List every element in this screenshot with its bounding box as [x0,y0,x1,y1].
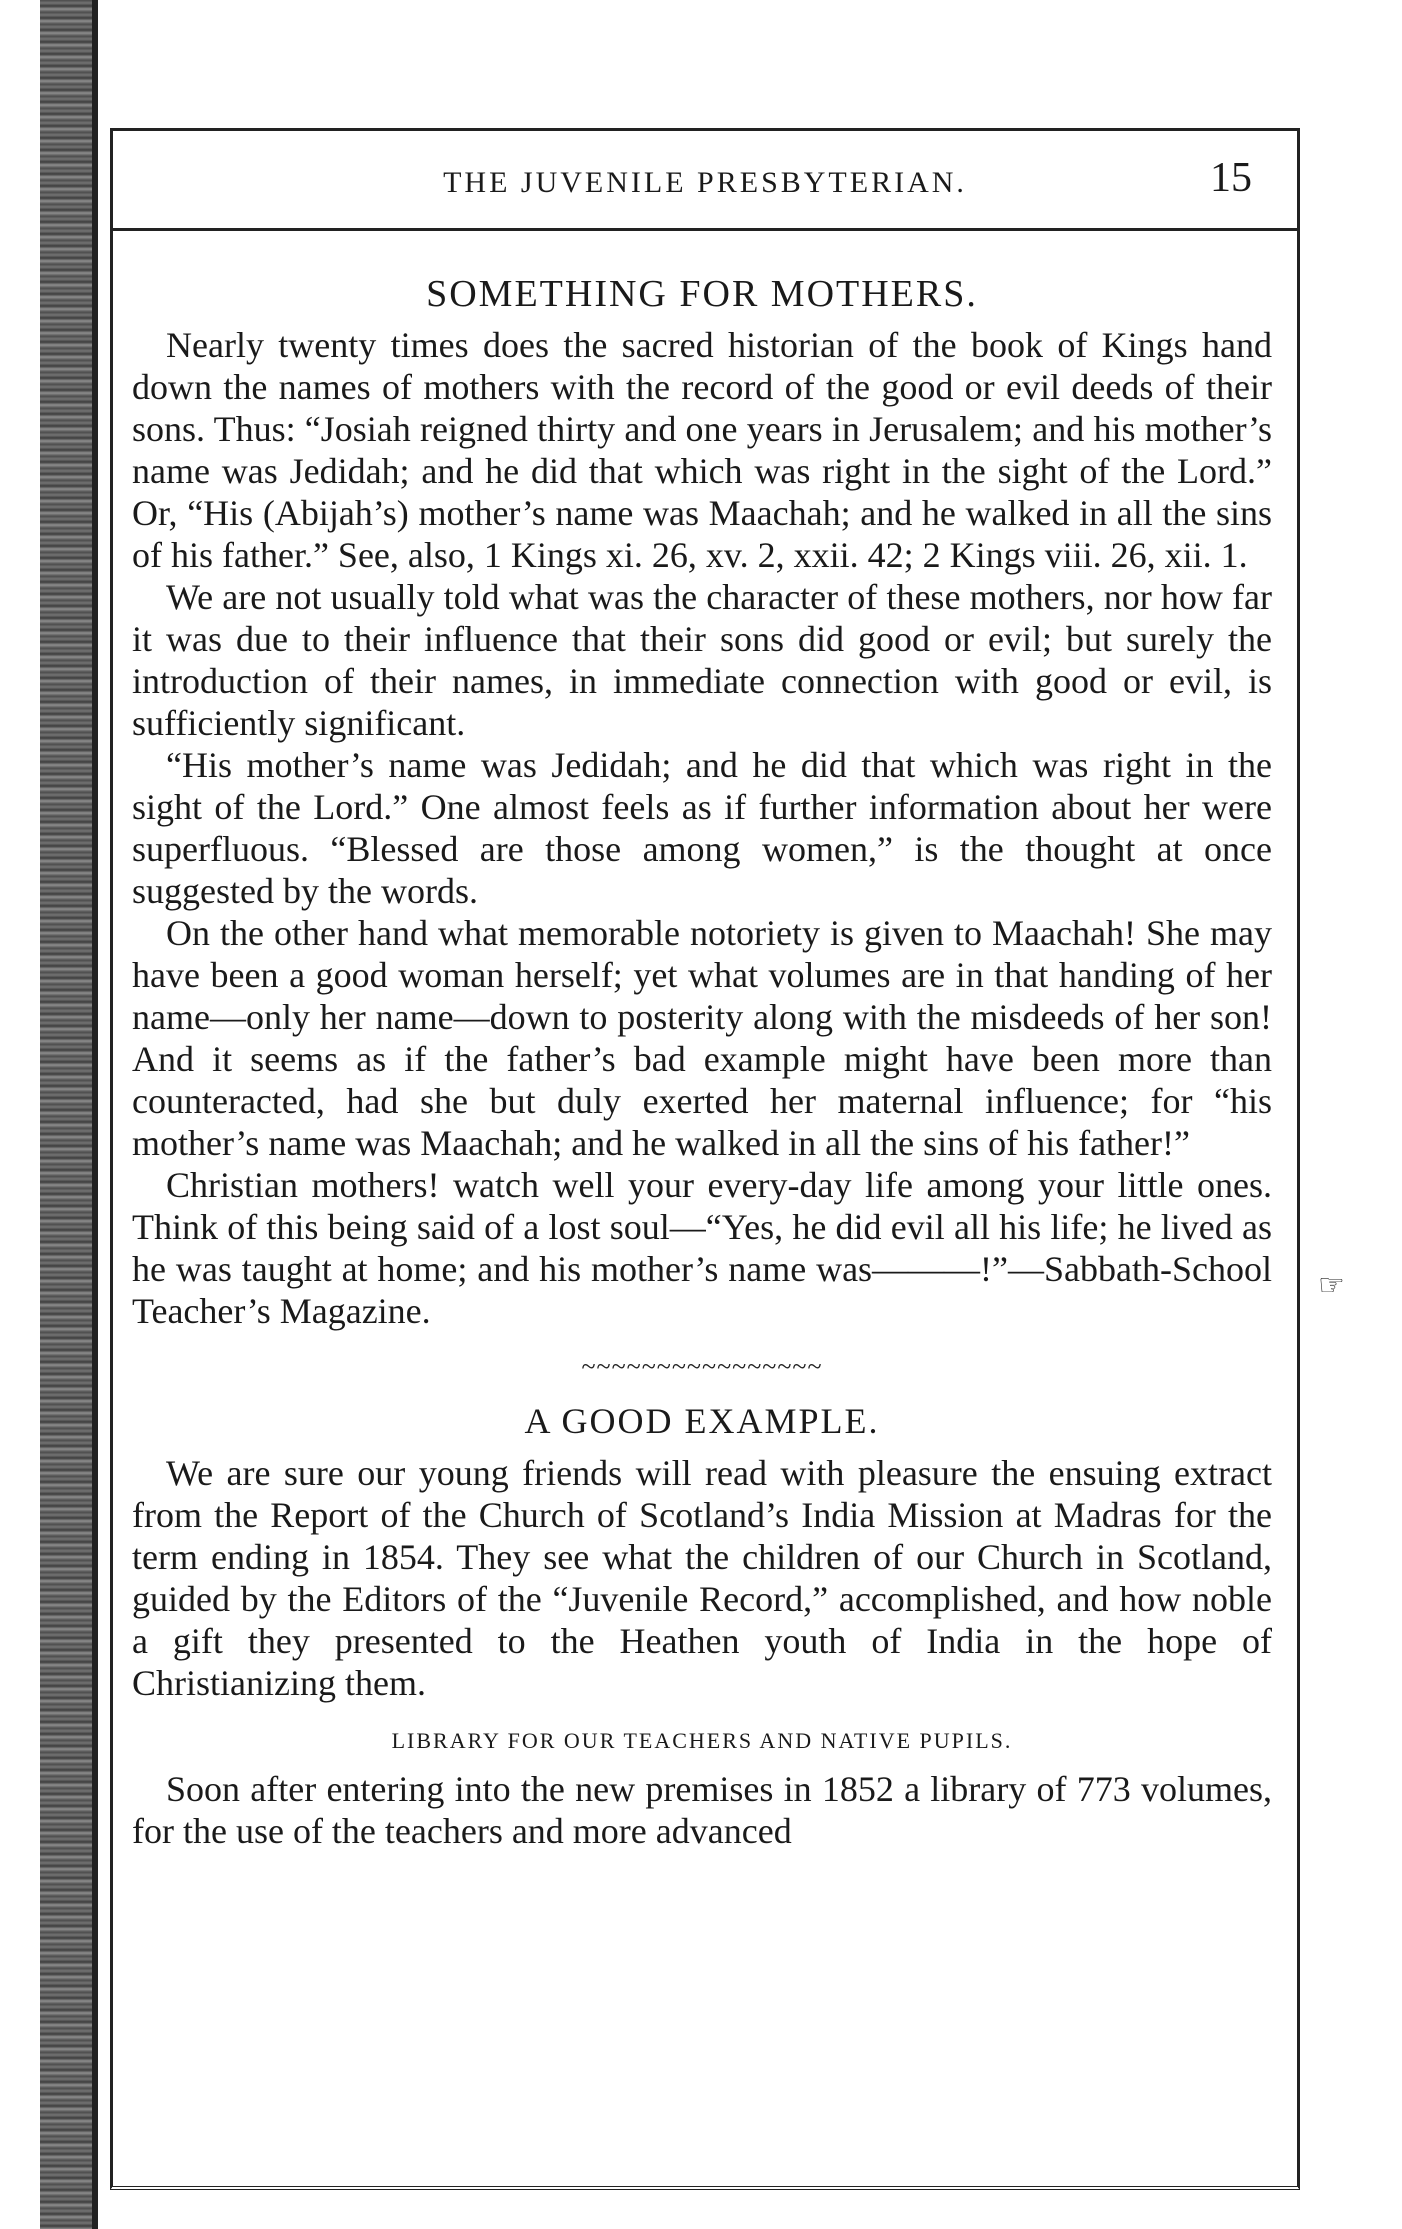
page-header [110,140,1300,230]
paragraph: Nearly twenty times does the sacred historian of the book of Kings hand down the names of mothers with the record of the good or evil deeds of their sons. Thus: “Josiah reigned thirty and one years in Jerusalem; and his mother’s name was Jedidah; and he did that which was right in the sight of the Lord.” Or, “His (Abijah’s) mother’s name was Maachah; and he walked in all the sins of his father.” See, also, 1 Kings xi. 26, xv. 2, xxii. 42; 2 Kings viii. 26, xii. 1. [132,325,1272,575]
book-binding-edge [40,0,92,2229]
paragraph: On the other hand what memorable notoriety is given to Maachah! She may have been a good woman herself; yet what volumes are in that handing of her name—only her name—down to posterity along with the misdeeds of her son! And it seems as if the father’s bad example might have been more than counteracted, had she but duly exerted her maternal influence; for “his mother’s name was Maachah; and he walked in all the sins of his father!” [132,913,1272,1163]
decorative-separator: ~~~~~~~~~~~~~~~~ [581,1352,823,1381]
page-body [132,252,1272,1852]
article-title-good-example: A GOOD EXAMPLE. [524,1401,880,1441]
article-title-mothers: SOMETHING FOR MOTHERS. [426,273,978,315]
page-number: 15 [1210,155,1252,201]
paragraph: Christian mothers! watch well your every-day life among your little ones. Think of this being said of a lost soul—“Yes, he did evil all his life; he lived as he was taught at home; and his mother’s name was———!”—Sabbath-School Teacher’s Magazine. [132,1165,1272,1331]
paragraph: We are not usually told what was the character of these mothers, nor how far it was due to their influence that their sons did good or evil; but surely the introduction of their names, in immediate connection with good or evil, is sufficiently significant. [132,577,1272,743]
margin-pointer-icon: ☞ [1318,1269,1345,1302]
paragraph: Soon after entering into the new premises in 1852 a library of 773 volumes, for the use of the teachers and more advanced [132,1769,1272,1851]
section-subhead: LIBRARY FOR OUR TEACHERS AND NATIVE PUPILS. [391,1728,1013,1753]
running-title: THE JUVENILE PRESBYTERIAN. [443,166,967,199]
header-rule [110,228,1300,231]
paragraph: We are sure our young friends will read with pleasure the ensuing extract from the Report of the Church of Scotland’s India Mission at Madras for the term ending in 1854. They see what the children of our Church in Scotland, guided by the Editors of the “Juvenile Record,” accomplished, and how noble a gift they presented to the Heathen youth of India in the hope of Christianizing them. [132,1453,1272,1703]
paragraph: “His mother’s name was Jedidah; and he did that which was right in the sight of the Lord.” One almost feels as if further information about her were superfluous. “Blessed are those among women,” is the thought at once suggested by the words. [132,745,1272,911]
binding-gutter-line [92,0,98,2229]
